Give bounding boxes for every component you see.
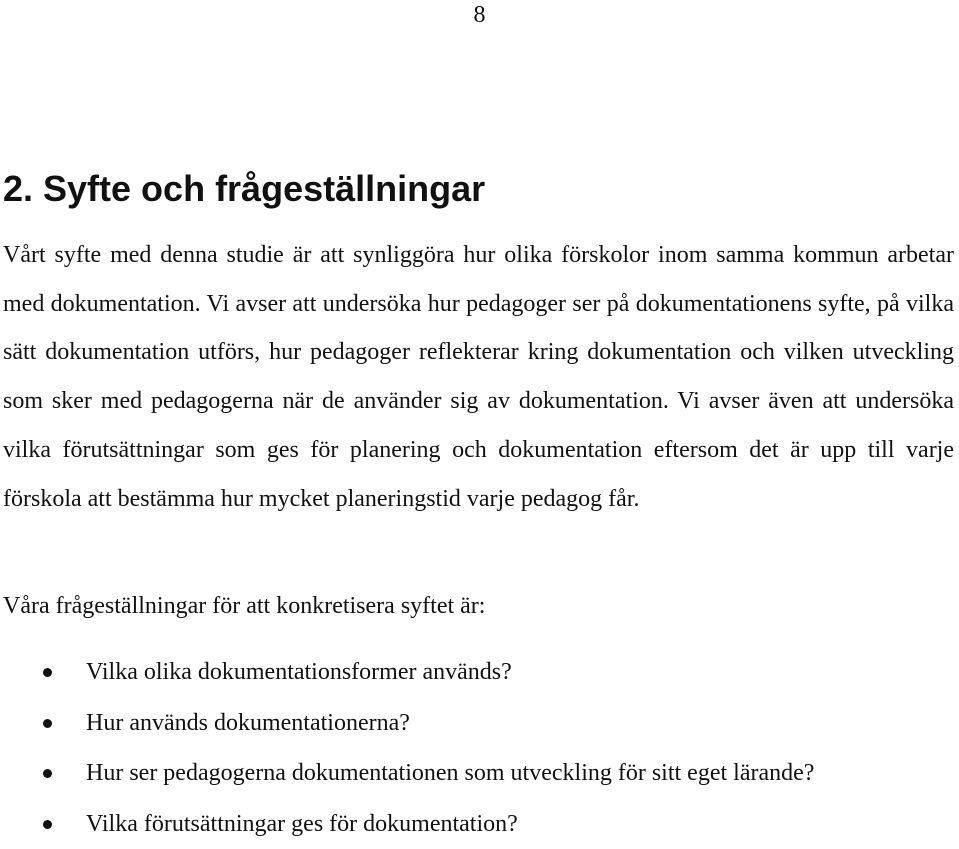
list-item <box>0 748 814 799</box>
list-item <box>0 698 814 749</box>
list-item <box>0 799 814 849</box>
section-heading: 2. Syfte och frågeställningar <box>3 167 485 211</box>
page-number: 8 <box>0 0 959 30</box>
question-text: Hur ser pedagogerna dokumentationen som utveckling för sitt eget lärande? <box>86 760 814 786</box>
bullet-icon <box>43 769 52 778</box>
bullet-icon <box>43 719 52 728</box>
bullet-icon <box>43 668 52 677</box>
questions-intro: Våra frågeställningar för att konkretisera syftet är: <box>3 584 485 628</box>
list-item <box>0 647 814 698</box>
body-paragraph: Vårt syfte med denna studie är att synliggöra hur olika förskolor inom samma kommun arbetar med dokumentation. Vi avser att undersöka hur pedagoger ser på dokumentationens syfte, på vilka sätt dokumentation utförs, hur pedagoger reflekterar kring dokumentation och vilken utveckling som sker med pedagogerna när de använder sig av dokumentation. Vi avser även att undersöka vilka förutsättningar som ges för planering och dokumentation eftersom det är upp till varje förskola att bestämma hur mycket planeringstid varje pedagog får. <box>3 231 954 523</box>
question-text: Vilka förutsättningar ges för dokumentation? <box>86 811 518 837</box>
question-list <box>0 647 814 849</box>
question-text: Hur används dokumentationerna? <box>86 710 410 736</box>
question-text: Vilka olika dokumentationsformer används? <box>86 659 512 685</box>
bullet-icon <box>43 820 52 829</box>
